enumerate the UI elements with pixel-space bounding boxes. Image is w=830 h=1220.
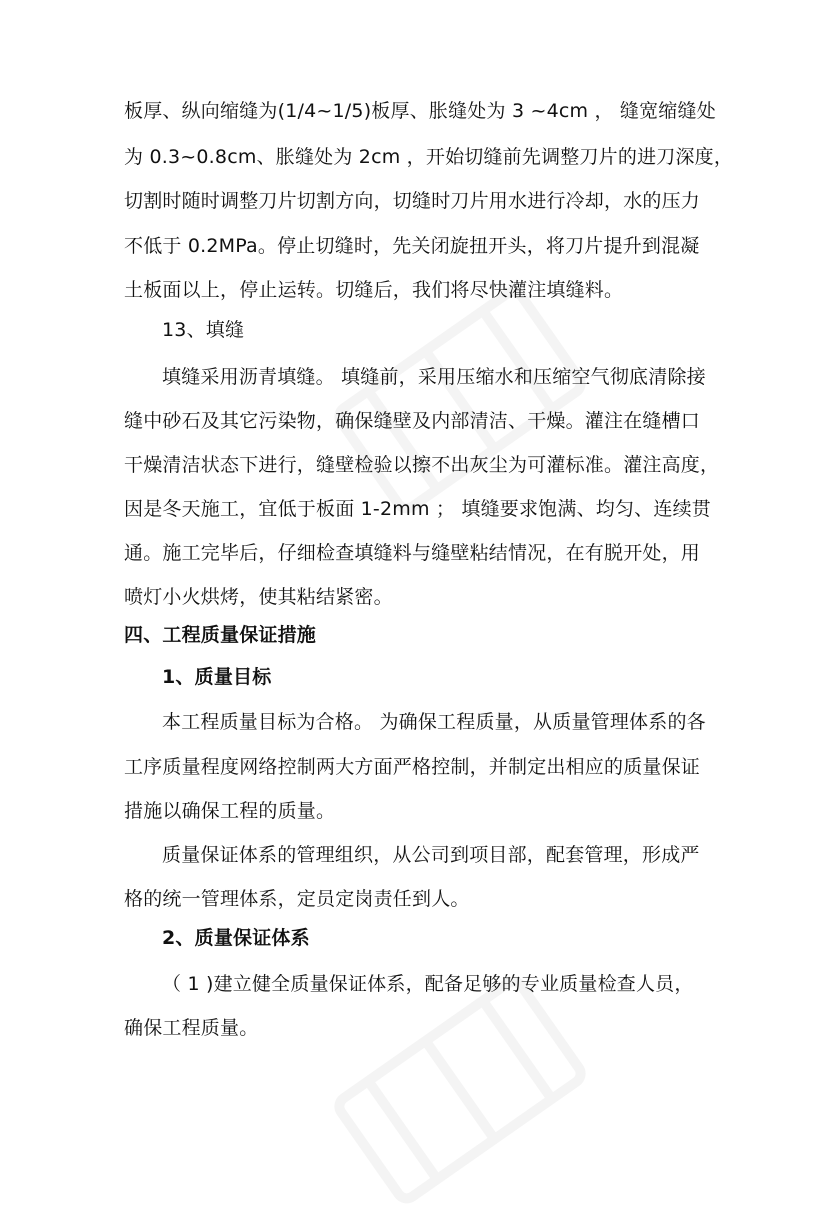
watermark-stamp-upper xyxy=(330,270,590,530)
paragraph-line: 不低于 0.2MPa。停止切缝时，先关闭旋扭开头，将刀片提升到混凝 xyxy=(124,235,700,257)
paragraph-line: 因是冬天施工，宜低于板面 1-2mm ； 填缝要求饱满、均匀、连续贯 xyxy=(124,498,711,520)
paragraph-line: 缝中砂石及其它污染物，确保缝壁及内部清洁、干燥。灌注在缝槽口 xyxy=(124,410,701,432)
paragraph-line: 板厚、纵向缩缝为(1/4~1/5)板厚、胀缝处为 3 ~4cm ， 缝宽缩缝处 xyxy=(124,100,716,122)
paragraph-line: 填缝采用沥青填缝。 填缝前，采用压缩水和压缩空气彻底清除接 xyxy=(162,366,706,388)
watermark-stamp-lower xyxy=(330,960,590,1220)
subsection-heading: 1、质量目标 xyxy=(162,666,272,688)
paragraph-line: 措施以确保工程的质量。 xyxy=(124,800,336,822)
subsection-heading: 2、质量保证体系 xyxy=(162,927,310,949)
paragraph-line: 格的统一管理体系，定员定岗责任到人。 xyxy=(124,888,470,910)
paragraph-line: 确保工程质量。 xyxy=(124,1017,259,1039)
paragraph-line: 为 0.3~0.8cm、胀缝处为 2cm ，开始切缝前先调整刀片的进刀深度， xyxy=(124,146,734,168)
paragraph-line: 工序质量程度网络控制两大方面严格控制，并制定出相应的质量保证 xyxy=(124,756,701,778)
section-heading-13: 13、填缝 xyxy=(162,319,245,341)
paragraph-line: 干燥清洁状态下进行，缝壁检验以擦不出灰尘为可灌标准。灌注高度， xyxy=(124,454,720,476)
paragraph-line: 本工程质量目标为合格。 为确保工程质量，从质量管理体系的各 xyxy=(162,711,706,733)
paragraph-line: 喷灯小火烘烤，使其粘结紧密。 xyxy=(124,586,393,608)
paragraph-line: 切割时随时调整刀片切割方向，切缝时刀片用水进行冷却，水的压力 xyxy=(124,190,701,212)
paragraph-line: 土板面以上，停止运转。切缝后，我们将尽快灌注填缝料。 xyxy=(124,279,624,301)
paragraph-line: 通。施工完毕后，仔细检查填缝料与缝壁粘结情况，在有脱开处，用 xyxy=(124,542,701,564)
chapter-heading: 四、工程质量保证措施 xyxy=(124,624,317,646)
paragraph-line: （ 1 )建立健全质量保证体系，配备足够的专业质量检查人员， xyxy=(162,973,694,995)
paragraph-line: 质量保证体系的管理组织，从公司到项目部，配套管理，形成严 xyxy=(162,844,700,866)
